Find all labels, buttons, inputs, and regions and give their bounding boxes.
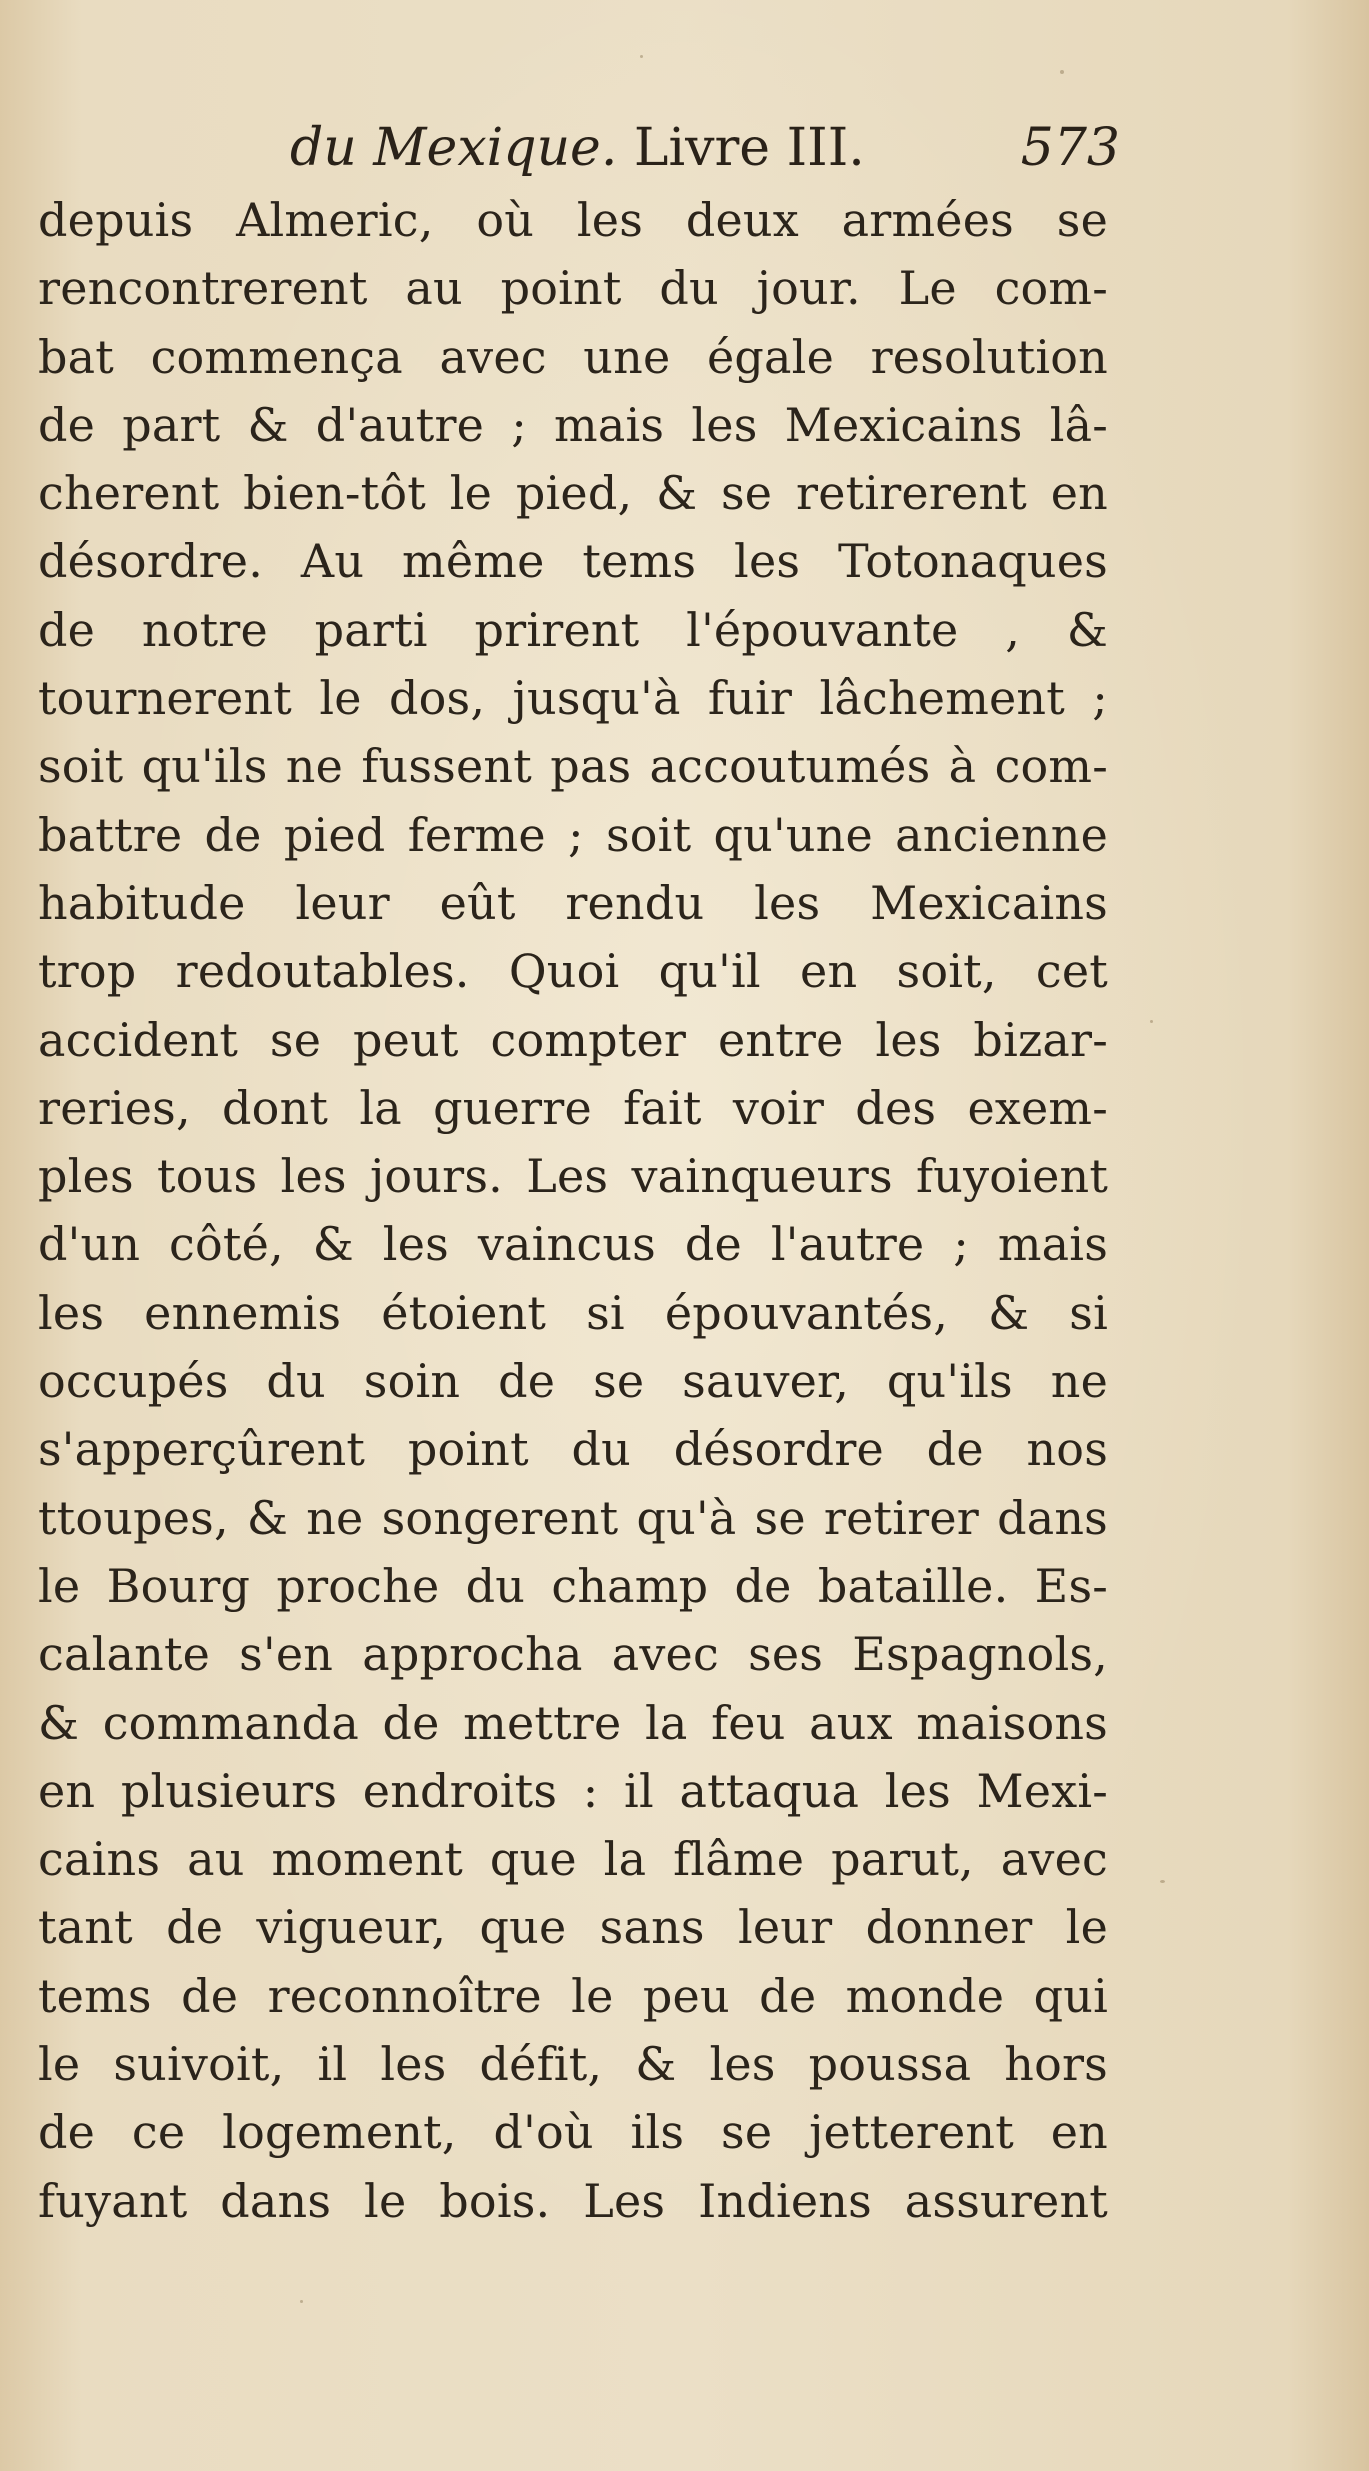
text-line: bat commença avec une égale resolution: [38, 329, 1108, 384]
text-line: cherent bien-tôt le pied, & se retirerent en: [38, 466, 1108, 521]
text-line: fuyant dans le bois. Les Indiens assurent: [38, 2173, 1108, 2228]
text-line: cains au moment que la flâme parut, avec: [38, 1832, 1108, 1887]
text-line: tournerent le dos, jusqu'à fuir lâchement ;: [38, 671, 1108, 726]
running-title-roman: Livre III.: [633, 118, 865, 178]
running-title: [290, 112, 865, 184]
text-line: soit qu'ils ne fussent pas accoutumés à com-: [38, 739, 1108, 794]
paper-speck: [1160, 1880, 1165, 1883]
text-line: ples tous les jours. Les vainqueurs fuyoient: [38, 1149, 1108, 1204]
text-line: trop redoutables. Quoi qu'il en soit, cet: [38, 944, 1108, 999]
page-number: 573: [1020, 118, 1120, 178]
text-line: calante s'en approcha avec ses Espagnols,: [38, 1627, 1108, 1682]
text-line: battre de pied ferme ; soit qu'une ancienne: [38, 807, 1108, 862]
text-line: le suivoit, il les défit, & les poussa hors: [38, 2037, 1108, 2092]
text-line: tant de vigueur, que sans leur donner le: [38, 1900, 1108, 1955]
text-line: de ce logement, d'où ils se jetterent en: [38, 2105, 1108, 2160]
paper-speck: [640, 55, 643, 58]
paper-speck: [300, 2300, 303, 2303]
text-line: les ennemis étoient si épouvantés, & si: [38, 1285, 1108, 1340]
text-line: de part & d'autre ; mais les Mexicains lâ-: [38, 397, 1108, 452]
text-line: occupés du soin de se sauver, qu'ils ne: [38, 1354, 1108, 1409]
text-line: accident se peut compter entre les bizar-: [38, 1012, 1108, 1067]
text-line: reries, dont la guerre fait voir des exem-: [38, 1080, 1108, 1135]
text-line: habitude leur eût rendu les Mexicains: [38, 875, 1108, 930]
text-line: de notre parti prirent l'épouvante , &: [38, 602, 1108, 657]
text-line: rencontrerent au point du jour. Le com-: [38, 261, 1108, 316]
running-title-italic: du Mexique.: [290, 118, 618, 178]
paper-speck: [1060, 70, 1064, 74]
page-header: [290, 112, 1120, 184]
text-line: s'apperçûrent point du désordre de nos: [38, 1422, 1108, 1477]
body-text: [38, 186, 1108, 2235]
text-line: depuis Almeric, où les deux armées se: [38, 193, 1108, 247]
text-line: le Bourg proche du champ de bataille. Es-: [38, 1558, 1108, 1613]
text-line: désordre. Au même tems les Totonaques: [38, 534, 1108, 589]
text-line: en plusieurs endroits : il attaqua les Mexi-: [38, 1763, 1108, 1818]
text-line: d'un côté, & les vaincus de l'autre ; mais: [38, 1217, 1108, 1272]
text-line: ttoupes, & ne songerent qu'à se retirer dans: [38, 1490, 1108, 1545]
text-line: tems de reconnoître le peu de monde qui: [38, 1968, 1108, 2023]
text-line: & commanda de mettre la feu aux maisons: [38, 1695, 1108, 1750]
paper-speck: [1150, 1020, 1153, 1023]
